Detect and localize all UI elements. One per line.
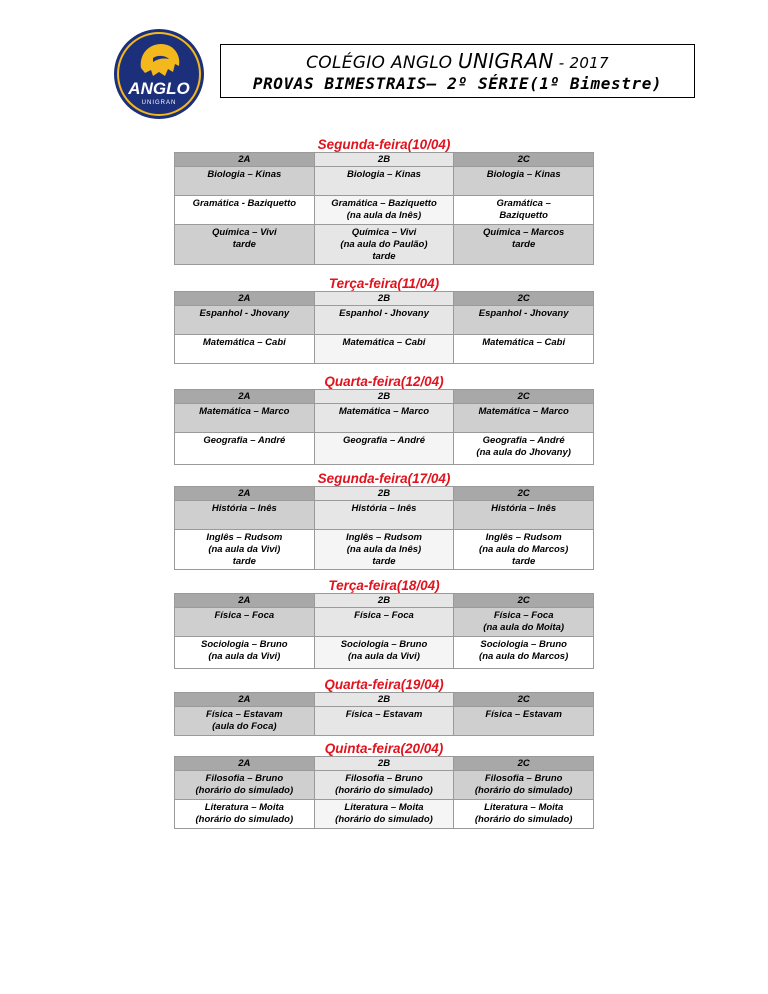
table-row [175,800,594,829]
table-row [175,433,594,465]
document-header [220,44,695,98]
class-column-header: 2C [454,487,594,501]
table-row [175,404,594,433]
exam-cell-line: História – Inês [211,503,277,514]
exam-cell-line: Biologia – Kinas [347,169,421,180]
exam-cell-line: Sociologia – Bruno [201,639,288,650]
day-title: Quinta-feira(20/04) [324,741,444,756]
exam-cell [175,608,315,637]
class-column-header: 2A [175,153,315,167]
exam-cell [314,771,454,800]
exam-cell-line: Sociologia – Bruno [340,639,428,650]
exam-cell-line: Matemática – Cabi [202,337,286,348]
class-column-header: 2A [175,757,315,771]
exam-cell [175,771,315,800]
exam-cell-line: Literatura – Moita [344,802,424,813]
exam-cell [175,433,315,465]
exam-cell-line: Literatura – Moita [484,802,564,813]
exam-cell-line: (na aula do Jhovany) [476,447,571,458]
exam-cell [314,433,454,465]
day-schedule-table [174,692,594,736]
class-column-header: 2C [454,693,594,707]
exam-cell [454,167,594,196]
class-column-header: 2B [314,693,454,707]
exam-cell [175,707,315,736]
school-title-year: - 2017 [553,54,609,72]
exam-cell [454,800,594,829]
exam-cell-line: (na aula do Marcos) [479,651,569,662]
exam-cell-line: (horário do simulado) [195,814,294,825]
table-row [175,225,594,265]
exam-cell-line: Espanhol - Jhovany [478,308,569,319]
exam-cell-line: tarde [512,556,536,567]
exam-cell-line: tarde [372,251,396,262]
exam-cell [314,530,454,570]
exam-cell [314,707,454,736]
class-column-header: 2B [314,594,454,608]
exam-cell-line: (horário do simulado) [195,785,294,796]
class-column-header: 2A [175,292,315,306]
exam-cell-line: tarde [232,239,256,250]
table-row [175,501,594,530]
exam-cell [175,335,315,364]
exam-title: PROVAS BIMESTRAIS– 2º SÉRIE(1º Bimestre) [252,74,663,93]
exam-cell-line: Inglês – Rudsom [345,532,422,543]
class-column-header: 2A [175,487,315,501]
day-title: Segunda-feira(17/04) [317,471,451,486]
table-row [175,707,594,736]
exam-cell-line: (na aula do Moita) [483,622,565,633]
exam-cell [314,335,454,364]
exam-cell-line: Gramática - Baziquetto [192,198,297,209]
day-schedule-table [174,152,594,265]
exam-cell [314,225,454,265]
exam-cell-line: Física – Foca [354,610,414,621]
table-row [175,306,594,335]
exam-cell-line: Matemática – Marco [478,406,569,417]
exam-cell-line: (na aula do Paulão) [340,239,428,250]
class-column-header: 2C [454,292,594,306]
exam-cell-line: (horário do simulado) [335,814,433,825]
exam-cell-line: Gramática – Baziquetto [331,198,437,209]
class-column-header: 2B [314,390,454,404]
exam-cell [175,306,315,335]
exam-cell-line: (na aula da Vivi) [208,544,281,555]
exam-cell [314,800,454,829]
exam-cell-line: Física – Foca [493,610,554,621]
exam-cell-line: Química – Marcos [483,227,565,238]
exam-cell [454,637,594,669]
exam-cell-line: Química – Vivi [351,227,417,238]
exam-cell-line: (na aula da Inês) [346,544,422,555]
exam-cell-line: Biologia – Kinas [207,169,282,180]
table-row [175,335,594,364]
exam-cell-line: Física – Estavam [206,709,283,720]
day-schedule-table [174,593,594,669]
logo-unigran-text: UNIGRAN [141,100,177,106]
exam-cell [454,196,594,225]
exam-cell [175,800,315,829]
table-row [175,637,594,669]
table-row [175,771,594,800]
exam-cell [454,433,594,465]
exam-cell-line: Geografia – André [203,435,286,446]
exam-cell-line: tarde [512,239,536,250]
exam-cell [314,167,454,196]
anglo-unigran-logo [113,28,205,120]
class-column-header: 2A [175,594,315,608]
class-column-header: 2C [454,390,594,404]
exam-cell-line: Química – Vivi [212,227,277,238]
exam-cell [454,335,594,364]
exam-cell [175,196,315,225]
exam-cell [454,306,594,335]
day-title: Quarta-feira(12/04) [324,374,444,389]
exam-cell-line: (aula do Foca) [212,721,277,732]
exam-cell-line: História – Inês [351,503,417,514]
day-schedule-table [174,756,594,829]
exam-cell-line: Espanhol - Jhovany [199,308,290,319]
exam-cell-line: tarde [372,556,396,567]
exam-cell-line: Matemática – Cabi [342,337,426,348]
exam-cell [314,637,454,669]
exam-cell [175,404,315,433]
table-row [175,167,594,196]
exam-cell [454,225,594,265]
class-column-header: 2A [175,693,315,707]
class-column-header: 2B [314,153,454,167]
exam-cell-line: Espanhol - Jhovany [339,308,429,319]
day-title: Terça-feira(18/04) [328,578,440,593]
exam-cell [314,608,454,637]
class-column-header: 2B [314,487,454,501]
exam-cell-line: Biologia – Kinas [486,169,561,180]
exam-cell-line: (horário do simulado) [474,814,573,825]
school-title [221,49,694,73]
exam-cell [175,637,315,669]
exam-cell [314,501,454,530]
day-schedule-table [174,389,594,465]
exam-cell-line: Geografia – André [482,435,565,446]
exam-cell-line: Física – Estavam [485,709,562,720]
exam-cell [175,501,315,530]
class-column-header: 2A [175,390,315,404]
exam-cell [314,306,454,335]
exam-cell-line: Matemática – Marco [199,406,290,417]
day-schedule-table [174,291,594,364]
day-title: Segunda-feira(10/04) [317,137,451,152]
exam-cell [454,530,594,570]
exam-cell [454,707,594,736]
exam-cell-line: História – Inês [491,503,557,514]
exam-cell-line: Filosofia – Bruno [484,773,563,784]
exam-cell [314,196,454,225]
exam-cell-line: Gramática – [496,198,551,209]
exam-cell-line: Matemática – Cabi [482,337,566,348]
exam-cell [175,225,315,265]
exam-cell-line: (na aula da Vivi) [208,651,281,662]
exam-cell-line: Baziquetto [499,210,548,221]
table-row [175,530,594,570]
table-row [175,608,594,637]
day-title: Terça-feira(11/04) [328,276,440,291]
school-title-prefix: COLÉGIO ANGLO [306,53,458,73]
exam-cell [454,771,594,800]
exam-cell-line: Física – Foca [214,610,275,621]
exam-cell-line: (na aula da Inês) [346,210,422,221]
class-column-header: 2B [314,757,454,771]
exam-cell-line: (na aula do Marcos) [479,544,569,555]
exam-cell-line: Geografia – André [342,435,425,446]
class-column-header: 2C [454,757,594,771]
exam-cell-line: Inglês – Rudsom [206,532,283,543]
day-title: Quarta-feira(19/04) [324,677,444,692]
class-column-header: 2C [454,594,594,608]
class-column-header: 2C [454,153,594,167]
logo-anglo-text: ANGLO [128,79,190,98]
exam-cell-line: Sociologia – Bruno [480,639,567,650]
class-column-header: 2B [314,292,454,306]
exam-cell-line: Matemática – Marco [338,406,430,417]
exam-cell [175,530,315,570]
exam-cell [314,404,454,433]
exam-cell [454,404,594,433]
exam-cell-line: Filosofia – Bruno [345,773,423,784]
exam-cell-line: (horário do simulado) [335,785,433,796]
exam-cell-line: Inglês – Rudsom [485,532,562,543]
exam-cell-line: (na aula da Vivi) [347,651,420,662]
exam-cell-line: tarde [232,556,256,567]
exam-cell-line: Física – Estavam [345,709,423,720]
day-schedule-table [174,486,594,570]
exam-cell [454,501,594,530]
table-row [175,196,594,225]
exam-cell-line: Filosofia – Bruno [205,773,284,784]
exam-cell [454,608,594,637]
exam-cell-line: (horário do simulado) [474,785,573,796]
exam-cell [175,167,315,196]
exam-cell-line: Literatura – Moita [204,802,284,813]
school-title-brand: UNIGRAN [458,49,554,73]
